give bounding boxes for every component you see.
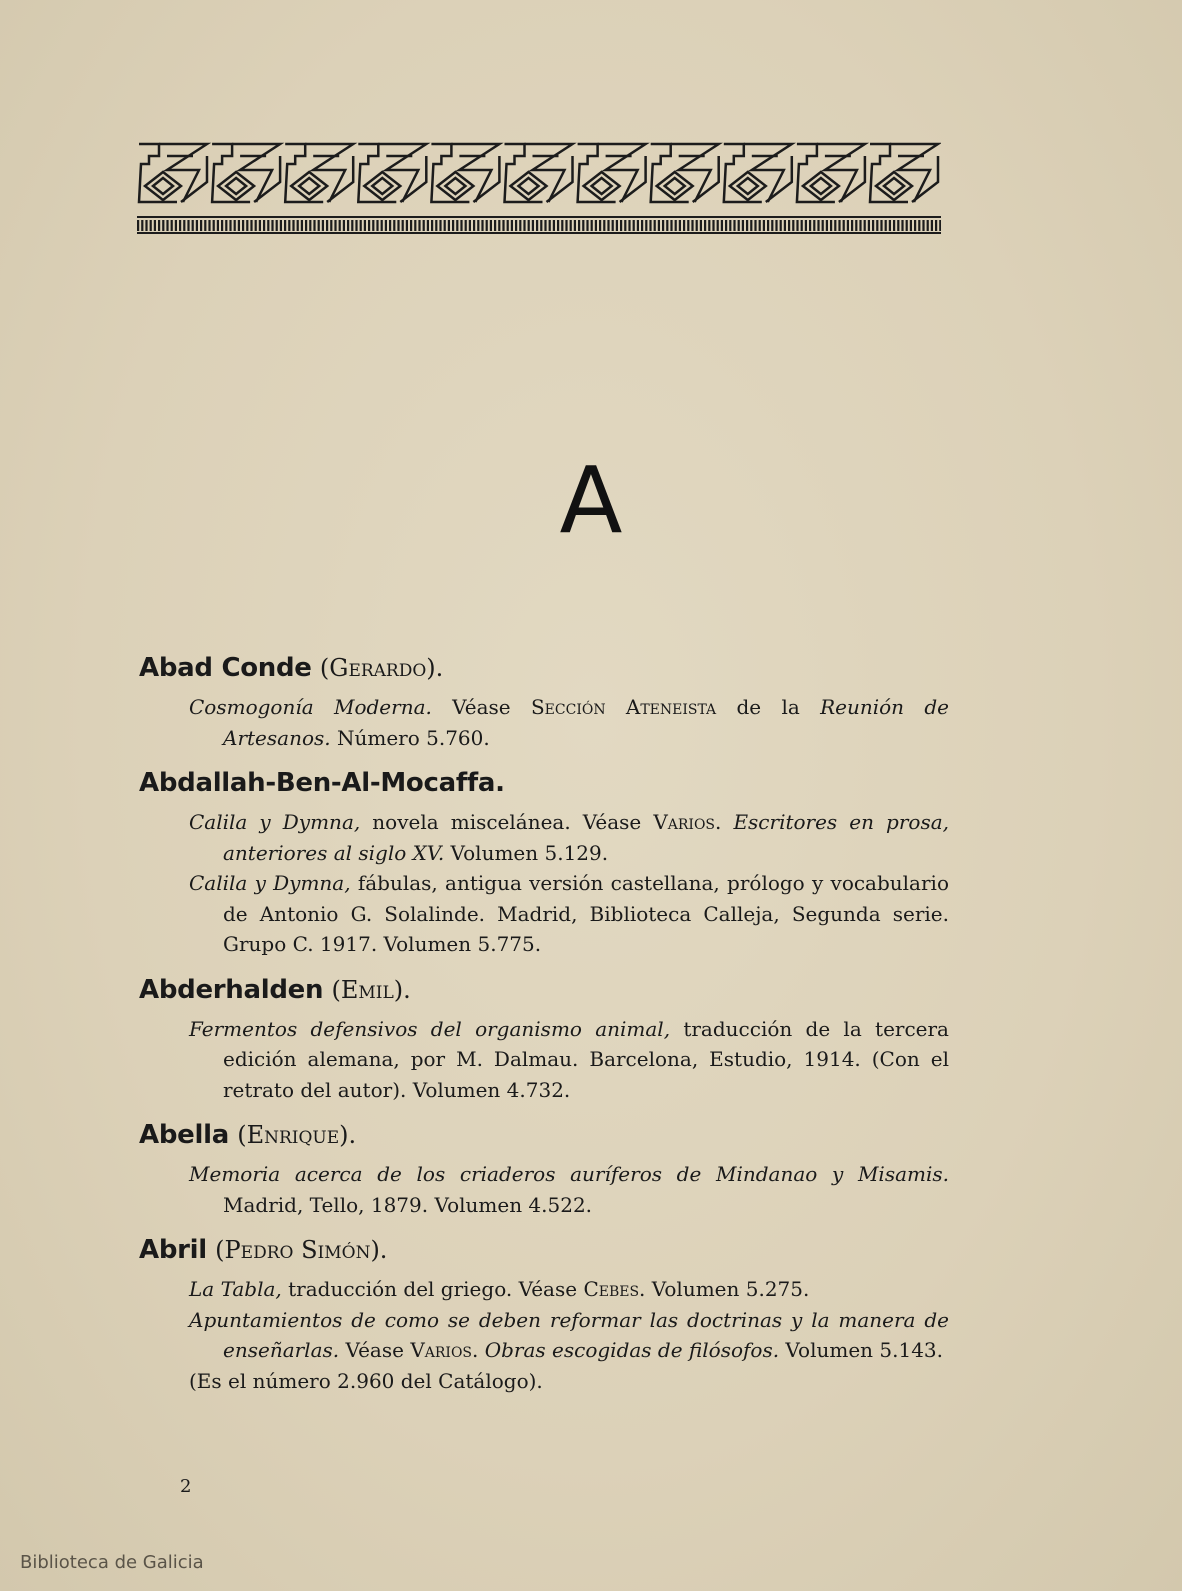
work-title: Memoria acerca de los criaderos auríferos de Mindanao y Misamis.	[189, 1162, 949, 1186]
entry-heading	[139, 650, 949, 686]
work-title: La Tabla,	[189, 1277, 282, 1301]
entry-heading	[139, 1117, 949, 1153]
ornament-unit	[505, 144, 573, 202]
work-item	[139, 1305, 949, 1366]
ornament-unit	[431, 144, 499, 202]
work-title: Escritores en prosa, anteriores al siglo XV.	[223, 810, 949, 865]
author-given-name: (Enrique).	[237, 1121, 357, 1149]
ornament-unit	[651, 144, 719, 202]
decorative-border	[137, 142, 941, 236]
work-item	[139, 868, 949, 960]
work-item	[139, 1014, 949, 1106]
work-item	[139, 692, 949, 753]
entry-heading	[139, 972, 949, 1008]
work-detail: de la	[716, 695, 821, 719]
work-item	[139, 1274, 949, 1305]
work-detail: traducción del griego. Véase	[281, 1277, 584, 1301]
entry	[139, 1117, 949, 1220]
work-detail: fábulas, antigua versión castellana, prólogo y vocabulario de Antonio G. Solalinde. Madrid, Biblioteca Calleja, Segunda serie. Grupo C. 1917. Volumen 5.775.	[223, 871, 949, 956]
entry-heading	[139, 765, 949, 801]
cross-reference: Varios.	[653, 810, 722, 834]
entry	[139, 1232, 949, 1396]
author-given-name: (Gerardo).	[319, 654, 444, 682]
ornament-unit	[139, 144, 207, 202]
work-title: Reunión de Artesanos.	[223, 695, 950, 750]
work-item	[139, 807, 949, 868]
ornament-unit	[578, 144, 646, 202]
entry	[139, 765, 949, 960]
work-detail: traducción de la tercera edición alemana, por M. Dalmau. Barcelona, Estudio, 1914. (Con el retrato del autor). Volumen 4.732.	[223, 1016, 949, 1102]
cross-reference: Cebes.	[583, 1277, 646, 1301]
ornament-unit	[724, 144, 792, 202]
work-detail: Volumen 5.275.	[645, 1277, 810, 1301]
ornament-unit	[285, 144, 353, 202]
work-detail: Madrid, Tello, 1879. Volumen 4.522.	[223, 1192, 593, 1217]
work-item	[139, 1159, 949, 1220]
entry	[139, 650, 949, 753]
cross-reference: Varios.	[410, 1338, 479, 1362]
ornament-unit	[870, 144, 938, 202]
work-detail: Véase	[431, 695, 531, 719]
work-detail: Número 5.760.	[330, 725, 490, 750]
work-detail: Volumen 5.129.	[444, 840, 609, 865]
work-title: Cosmogonía Moderna.	[189, 695, 432, 719]
work-detail: Volumen 5.143.	[779, 1338, 944, 1362]
work-title: Obras escogidas de filósofos.	[484, 1338, 780, 1362]
work-title: Fermentos defensivos del organismo animal,	[189, 1016, 671, 1041]
work-detail: novela miscelánea. Véase	[360, 810, 654, 834]
work-detail	[721, 810, 733, 834]
work-title: Apuntamientos de como se deben reformar las doctrinas y la manera de enseñarlas.	[189, 1307, 949, 1362]
author-given-name: (Pedro Simón).	[215, 1236, 388, 1264]
catalog-note: (Es el número 2.960 del Catálogo).	[189, 1368, 543, 1393]
author-name: Abad Conde	[139, 653, 312, 683]
author-name: Abril	[139, 1235, 207, 1265]
ornament-unit	[797, 144, 865, 202]
library-credit: Biblioteca de Galicia	[20, 1552, 204, 1573]
author-name: Abderhalden	[139, 974, 324, 1005]
entry	[139, 972, 949, 1106]
work-detail: Véase	[339, 1338, 411, 1362]
ornament-unit	[212, 144, 280, 202]
author-given-name: (Emil).	[331, 975, 411, 1004]
entry-heading	[139, 1232, 949, 1268]
author-name: Abella	[139, 1120, 229, 1150]
work-title: Calila y Dymna,	[189, 810, 361, 834]
page-number: 2	[180, 1476, 192, 1497]
work-title: Calila y Dymna,	[189, 871, 351, 895]
section-letter: A	[559, 447, 623, 554]
entries-list	[139, 650, 949, 1408]
ornament-unit	[358, 144, 426, 202]
author-name: Abdallah-Ben-Al-Mocaffa.	[139, 768, 505, 798]
cross-reference: Sección Ateneista	[530, 695, 717, 719]
